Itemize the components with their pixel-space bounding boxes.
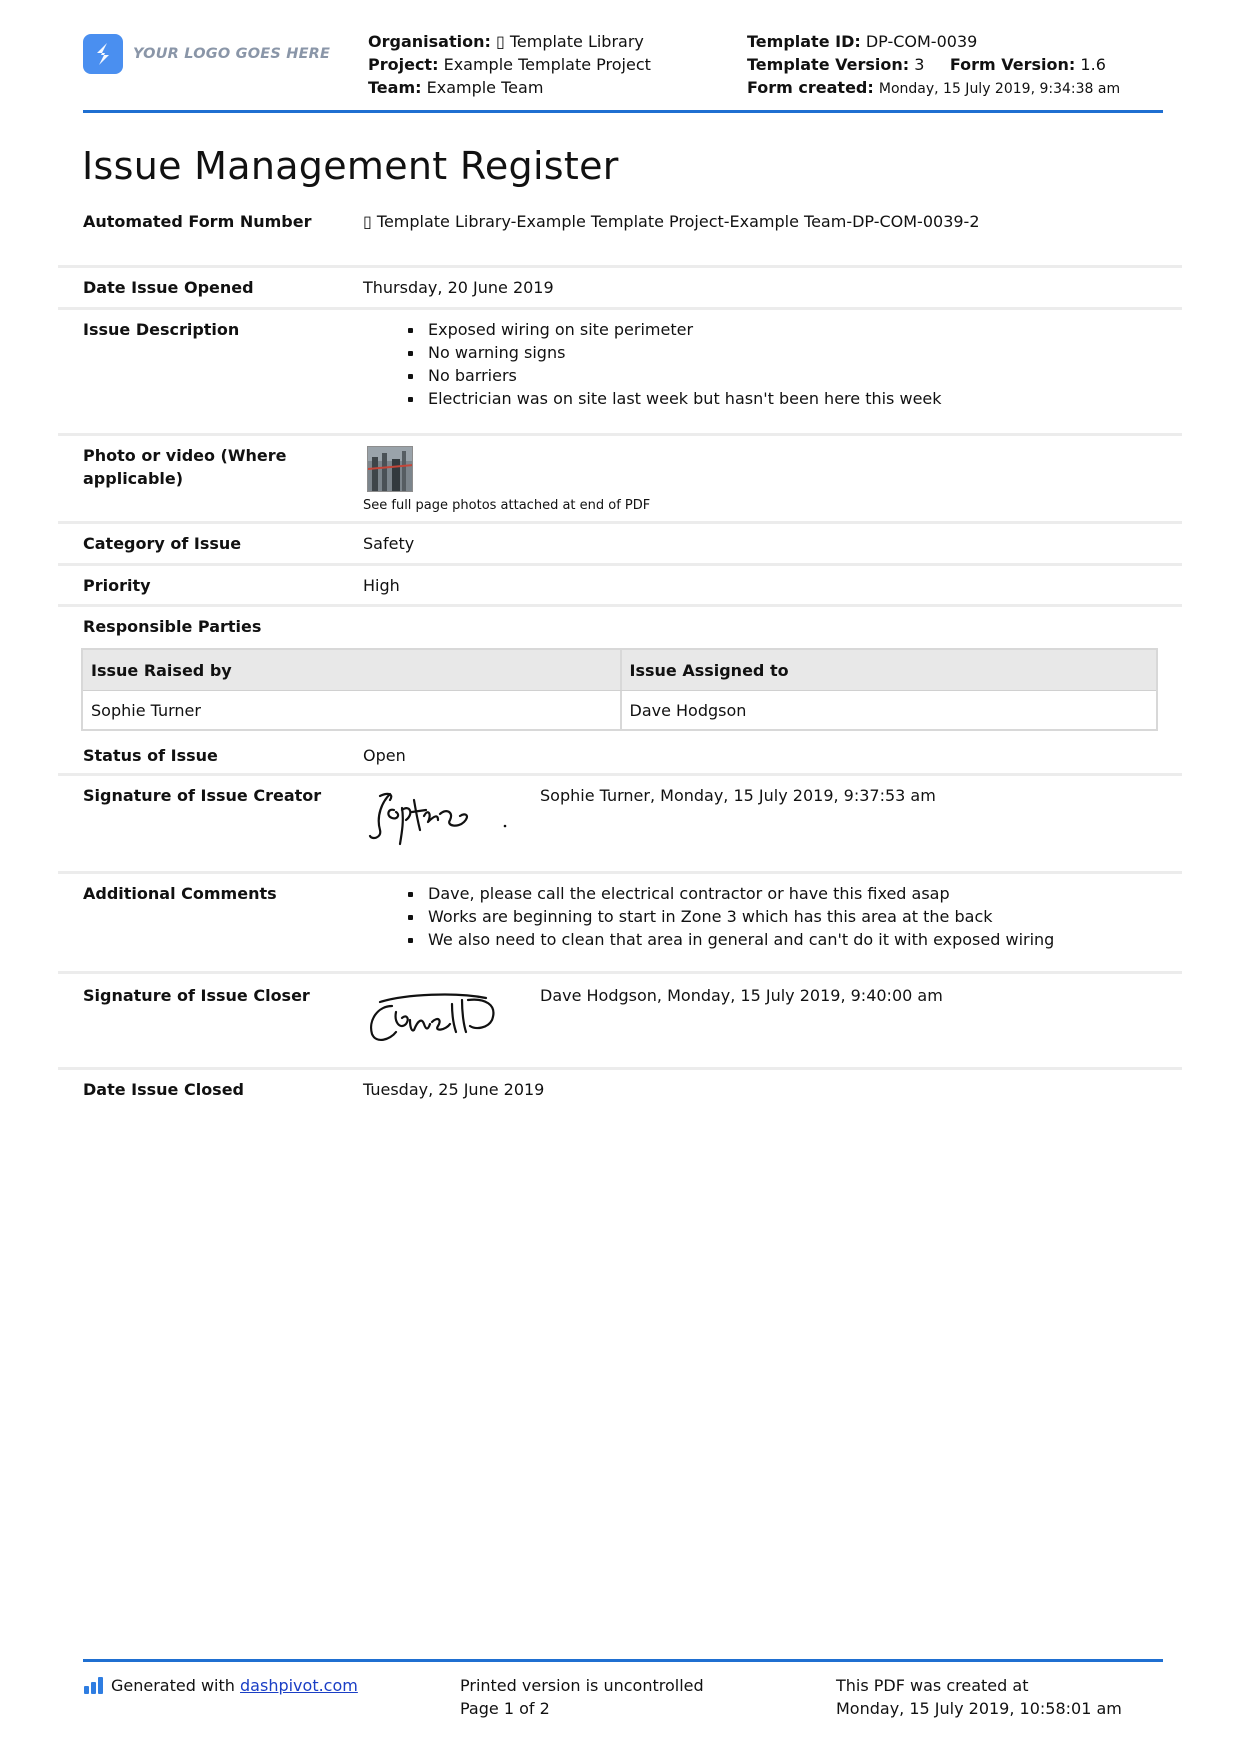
creator-signature-label: Signature of Issue Creator bbox=[83, 786, 322, 805]
table-cell-raised-by: Sophie Turner bbox=[91, 700, 201, 720]
priority-value: High bbox=[363, 576, 400, 595]
header-organisation-block bbox=[368, 30, 651, 99]
template-id-label: Template ID: bbox=[747, 32, 861, 51]
status-label: Status of Issue bbox=[83, 746, 218, 765]
organisation-label: Organisation: bbox=[368, 32, 491, 51]
list-item: Exposed wiring on site perimeter bbox=[428, 318, 942, 341]
row-date-opened bbox=[58, 268, 1182, 310]
organisation-value: ▯ Template Library bbox=[495, 32, 644, 51]
generated-text: Generated with bbox=[111, 1676, 235, 1695]
date-opened-label: Date Issue Opened bbox=[83, 278, 254, 297]
team-label: Team: bbox=[368, 78, 422, 97]
footer-generated bbox=[84, 1674, 358, 1697]
list-item: No warning signs bbox=[428, 341, 942, 364]
form-version-value: 1.6 bbox=[1080, 55, 1106, 74]
footer-created bbox=[836, 1674, 1122, 1720]
closer-signature-image bbox=[366, 990, 502, 1054]
table-header-assigned-to: Issue Assigned to bbox=[620, 650, 1157, 690]
row-closer-signature bbox=[58, 974, 1182, 1070]
list-item: No barriers bbox=[428, 364, 942, 387]
automated-number-label: Automated Form Number bbox=[83, 212, 312, 231]
pdf-created-value: Monday, 15 July 2019, 10:58:01 am bbox=[836, 1699, 1122, 1718]
status-value: Open bbox=[363, 746, 406, 765]
project-value: Example Template Project bbox=[443, 55, 651, 74]
category-label: Category of Issue bbox=[83, 534, 242, 553]
date-closed-value: Tuesday, 25 June 2019 bbox=[363, 1080, 545, 1099]
issue-description-list bbox=[428, 318, 942, 410]
pdf-created-label: This PDF was created at bbox=[836, 1676, 1029, 1695]
company-logo bbox=[83, 34, 330, 74]
form-created-label: Form created: bbox=[747, 78, 874, 97]
row-status bbox=[58, 734, 1182, 776]
creator-signature-image bbox=[368, 786, 510, 852]
row-priority bbox=[58, 566, 1182, 607]
photo-label: Photo or video (Where applicable) bbox=[83, 446, 287, 488]
page-title: Issue Management Register bbox=[82, 144, 619, 188]
closer-signature-value: Dave Hodgson, Monday, 15 July 2019, 9:40:00 am bbox=[540, 986, 943, 1005]
page-header bbox=[83, 30, 1163, 112]
template-version-label: Template Version: bbox=[747, 55, 910, 74]
form-created-value: Monday, 15 July 2019, 9:34:38 am bbox=[878, 81, 1121, 97]
photo-note: See full page photos attached at end of PDF bbox=[363, 498, 651, 513]
header-template-block bbox=[747, 30, 1120, 101]
dashpivot-bars-icon bbox=[84, 1676, 103, 1694]
issue-photo-thumbnail[interactable] bbox=[367, 446, 413, 492]
date-closed-label: Date Issue Closed bbox=[83, 1080, 245, 1099]
uncontrolled-notice: Printed version is uncontrolled bbox=[460, 1676, 704, 1695]
project-label: Project: bbox=[368, 55, 439, 74]
responsible-parties-table bbox=[81, 648, 1158, 731]
row-issue-description bbox=[58, 310, 1182, 436]
closer-signature-label: Signature of Issue Closer bbox=[83, 986, 310, 1005]
priority-label: Priority bbox=[83, 576, 151, 595]
logo-icon bbox=[83, 34, 123, 74]
team-value: Example Team bbox=[426, 78, 544, 97]
page-number: Page 1 of 2 bbox=[460, 1699, 550, 1718]
automated-number-value: ▯ Template Library-Example Template Project-Example Team-DP-COM-0039-2 bbox=[363, 212, 980, 231]
form-version-label: Form Version: bbox=[949, 55, 1076, 74]
footer-page-info bbox=[460, 1674, 704, 1720]
list-item: Electrician was on site last week but hasn't been here this week bbox=[428, 389, 942, 408]
list-item: Dave, please call the electrical contractor or have this fixed asap bbox=[428, 882, 1054, 905]
dashpivot-link[interactable]: dashpivot.com bbox=[240, 1676, 358, 1695]
header-divider bbox=[83, 110, 1163, 113]
creator-signature-value: Sophie Turner, Monday, 15 July 2019, 9:37:53 am bbox=[540, 786, 936, 805]
issue-description-label: Issue Description bbox=[83, 320, 240, 339]
logo-text: YOUR LOGO GOES HERE bbox=[133, 46, 331, 62]
list-item: We also need to clean that area in general and can't do it with exposed wiring bbox=[428, 930, 1055, 949]
footer-divider bbox=[83, 1659, 1163, 1662]
table-header-row bbox=[83, 650, 1156, 691]
table-cell-assigned-to: Dave Hodgson bbox=[620, 691, 1157, 729]
list-item: Works are beginning to start in Zone 3 which has this area at the back bbox=[428, 905, 1054, 928]
row-automated-number bbox=[58, 200, 1182, 268]
category-value: Safety bbox=[363, 534, 415, 553]
responsible-parties-label: Responsible Parties bbox=[83, 617, 262, 636]
date-opened-value: Thursday, 20 June 2019 bbox=[363, 278, 554, 297]
template-version-value: 3 bbox=[914, 55, 925, 74]
row-category bbox=[58, 524, 1182, 566]
row-additional-comments bbox=[58, 874, 1182, 974]
additional-comments-list bbox=[428, 882, 1054, 951]
table-row bbox=[83, 691, 1156, 729]
additional-comments-label: Additional Comments bbox=[83, 884, 277, 903]
row-date-closed bbox=[58, 1070, 1182, 1112]
table-header-raised-by: Issue Raised by bbox=[91, 660, 232, 680]
row-creator-signature bbox=[58, 776, 1182, 874]
template-id-value: DP-COM-0039 bbox=[865, 32, 978, 51]
